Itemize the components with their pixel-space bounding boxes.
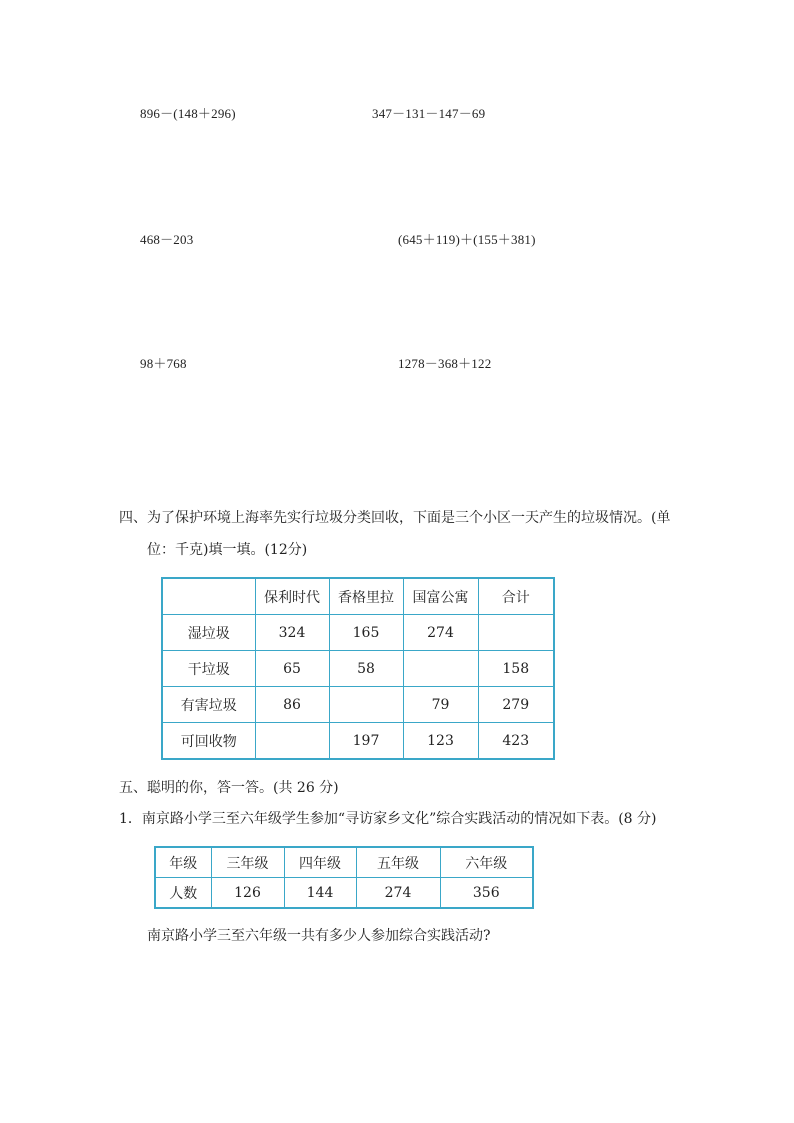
section5-title: 五、聪明的你，答一答。(共 26 分) — [119, 780, 339, 796]
table-cell — [329, 687, 403, 723]
table-cell: 58 — [329, 651, 403, 687]
table-cell — [255, 723, 329, 760]
table-cell: 197 — [329, 723, 403, 760]
table-cell — [478, 615, 554, 651]
table-header-cell — [162, 578, 255, 615]
table-cell: 65 — [255, 651, 329, 687]
table-cell: 165 — [329, 615, 403, 651]
table-header-cell: 六年级 — [440, 847, 533, 878]
expression-3: 468－203 — [140, 232, 194, 247]
section4-heading-line1: 四、为了保护环境上海率先实行垃圾分类回收，下面是三个小区一天产生的垃圾情况。(单 — [119, 510, 671, 526]
expression-6: 1278－368＋122 — [398, 356, 492, 371]
table-cell: 274 — [356, 878, 440, 909]
grade-table — [154, 846, 534, 909]
table-cell: 356 — [440, 878, 533, 909]
row-label: 湿垃圾 — [162, 615, 255, 651]
table-header-cell: 合计 — [478, 578, 554, 615]
table-header-cell: 四年级 — [284, 847, 356, 878]
section4-heading-line2: 位：千克)填一填。(12分) — [147, 542, 308, 558]
table-header-cell: 国富公寓 — [403, 578, 478, 615]
row-label: 人数 — [155, 878, 211, 909]
table-row — [162, 651, 554, 687]
table-row — [162, 687, 554, 723]
table-cell: 158 — [478, 651, 554, 687]
table-cell — [403, 651, 478, 687]
table-header-row — [155, 847, 533, 878]
question-1-prompt: 南京路小学三至六年级一共有多少人参加综合实践活动? — [147, 928, 491, 944]
table-cell: 324 — [255, 615, 329, 651]
table-header-cell: 香格里拉 — [329, 578, 403, 615]
row-label: 有害垃圾 — [162, 687, 255, 723]
expression-4: (645＋119)＋(155＋381) — [398, 232, 536, 247]
row-label: 干垃圾 — [162, 651, 255, 687]
table-header-cell: 保利时代 — [255, 578, 329, 615]
table-cell: 86 — [255, 687, 329, 723]
waste-table — [161, 577, 555, 760]
table-cell: 423 — [478, 723, 554, 760]
question-1-text: 1．南京路小学三至六年级学生参加“寻访家乡文化”综合实践活动的情况如下表。(8 分) — [119, 811, 657, 827]
table-row — [162, 723, 554, 760]
table-cell: 123 — [403, 723, 478, 760]
table-cell: 279 — [478, 687, 554, 723]
expression-5: 98＋768 — [140, 356, 187, 371]
table-header-cell: 五年级 — [356, 847, 440, 878]
row-label: 可回收物 — [162, 723, 255, 760]
table-cell: 79 — [403, 687, 478, 723]
table-header-cell: 年级 — [155, 847, 211, 878]
table-cell: 126 — [211, 878, 284, 909]
table-header-row — [162, 578, 554, 615]
table-cell: 274 — [403, 615, 478, 651]
table-row — [155, 878, 533, 909]
table-header-cell: 三年级 — [211, 847, 284, 878]
expression-2: 347－131－147－69 — [372, 106, 486, 121]
expression-1: 896－(148＋296) — [140, 106, 236, 121]
table-row — [162, 615, 554, 651]
table-cell: 144 — [284, 878, 356, 909]
